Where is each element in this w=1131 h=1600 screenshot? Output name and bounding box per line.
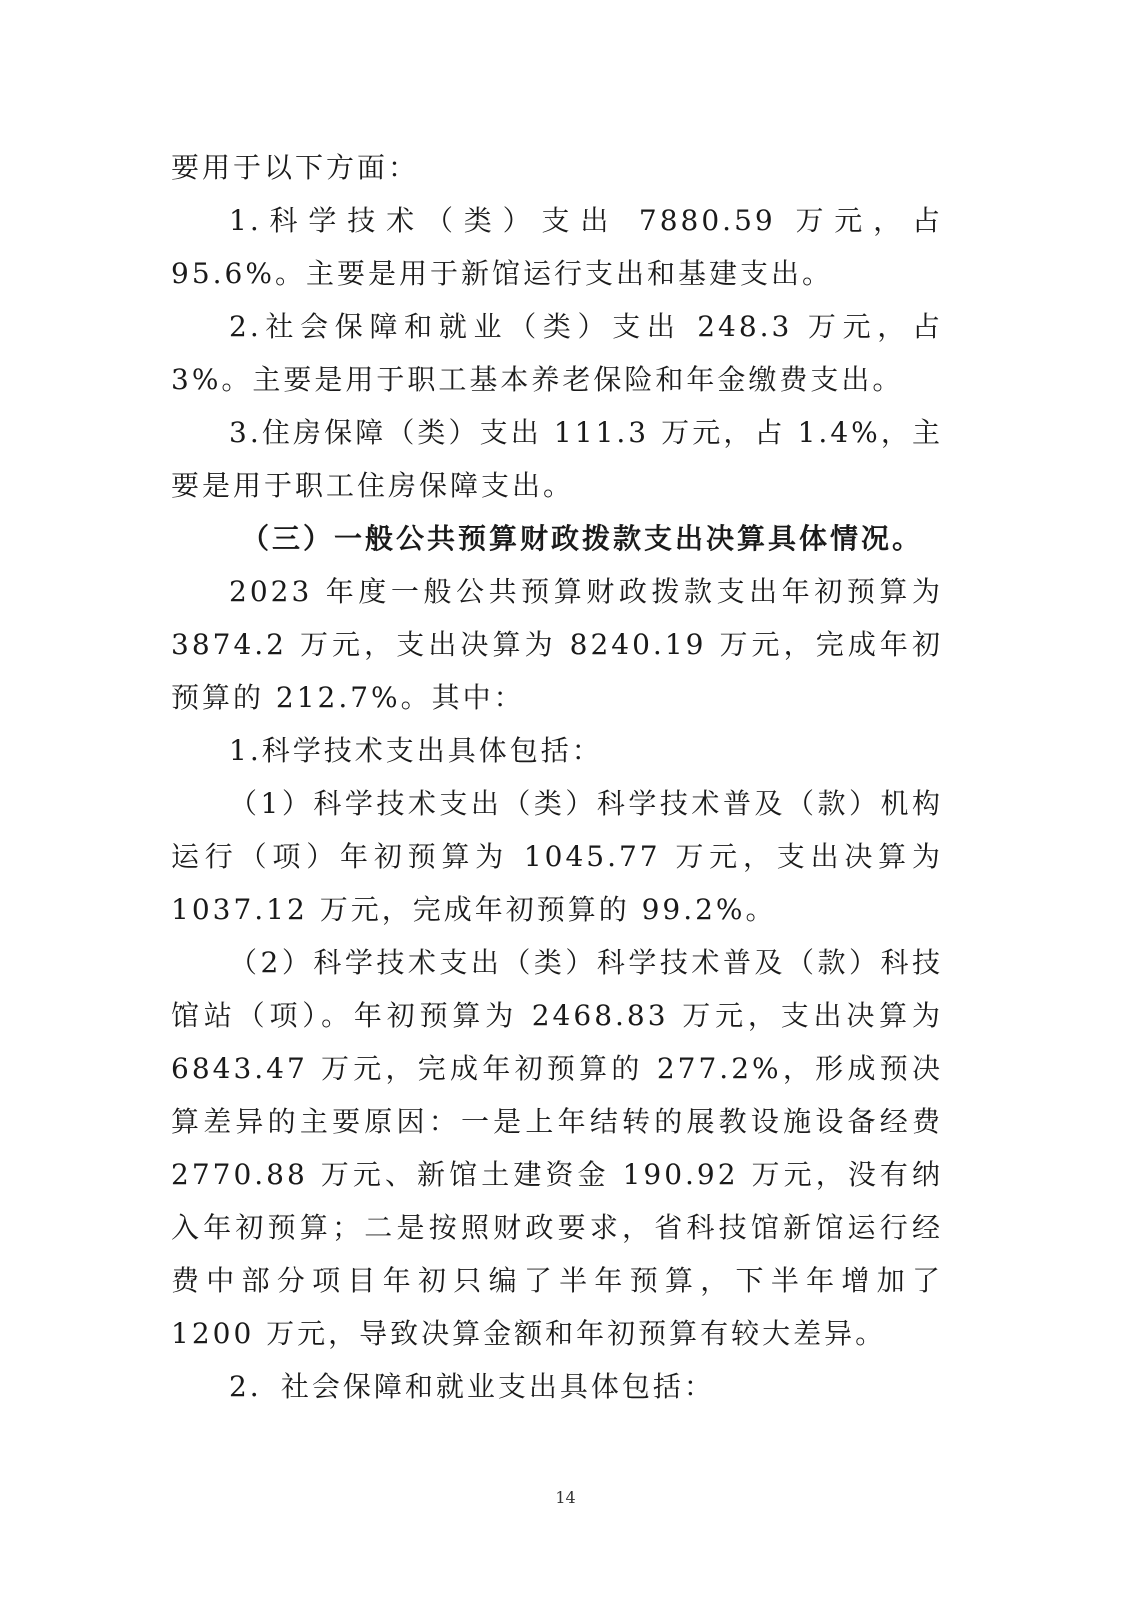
paragraph-science-tech-items: 1.科学技术支出具体包括：: [229, 734, 603, 767]
paragraph-social-security-expense: 2.社会保障和就业（类）支出 248.3 万元，占 3%。主要是用于职工基本养老保险和年金缴费支出。: [171, 310, 943, 396]
section-heading: （三）一般公共预算财政拨款支出决算具体情况。: [241, 522, 924, 555]
document-body: [171, 141, 943, 1413]
paragraph-housing-expense: 3.住房保障（类）支出 111.3 万元，占 1.4%，主要是用于职工住房保障支出。: [171, 416, 943, 502]
page-number: 14: [555, 1488, 576, 1507]
paragraph-institution-operation: （1）科学技术支出（类）科学技术普及（款）机构运行（项）年初预算为 1045.77 万元，支出决算为 1037.12 万元，完成年初预算的 99.2%。: [171, 787, 943, 926]
paragraph-science-tech-expense: 1.科学技术（类）支出 7880.59 万元，占 95.6%。主要是用于新馆运行支出和基建支出。: [171, 204, 943, 290]
paragraph-continuation: 要用于以下方面：: [171, 151, 420, 184]
paragraph-science-museum: （2）科学技术支出（类）科学技术普及（款）科技馆站（项）。年初预算为 2468.83 万元，支出决算为 6843.47 万元，完成年初预算的 277.2%，形成预决算差异的主要原因：一是上年结转的展教设施设备经费 2770.88 万元、新馆土建资金 190.92 万元，没有纳入年初预算；二是按照财政要求，省科技馆新馆运行经费中部分项目年初只编了半年预算，下半年增加了 1200 万元，导致决算金额和年初预算有较大差异。: [171, 946, 943, 1350]
paragraph-social-security-items: 2．社会保障和就业支出具体包括：: [229, 1370, 715, 1403]
paragraph-budget-summary: 2023 年度一般公共预算财政拨款支出年初预算为 3874.2 万元，支出决算为 8240.19 万元，完成年初预算的 212.7%。其中：: [171, 575, 943, 714]
